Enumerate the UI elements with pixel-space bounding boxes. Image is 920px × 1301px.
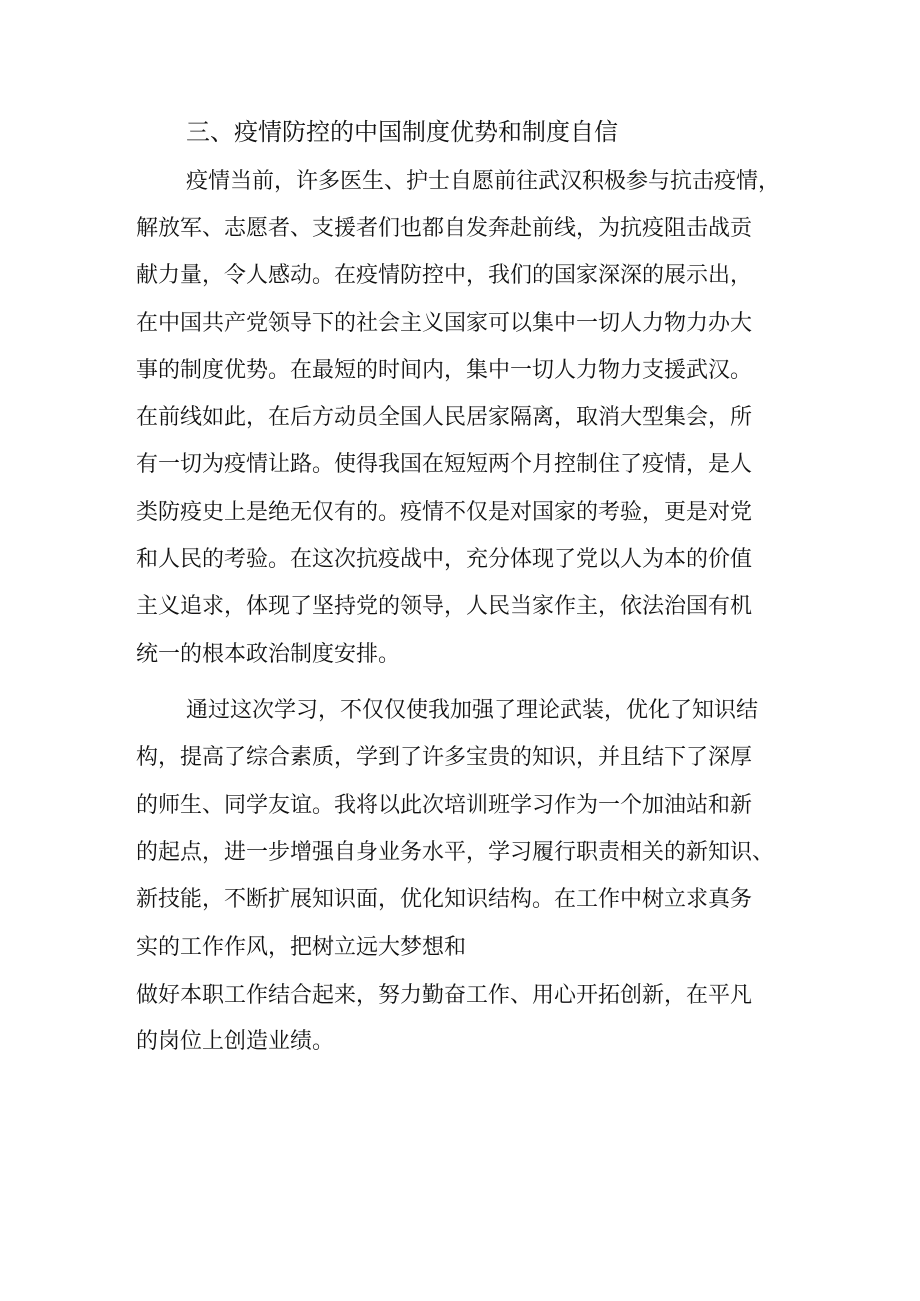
paragraph-2-line: 通过这次学习，不仅仅使我加强了理论武装，优化了知识结 xyxy=(186,698,759,723)
paragraph-2-line: 做好本职工作结合起来，努力勤奋工作、用心开拓创新，在平凡 xyxy=(136,983,753,1008)
paragraph-1-line: 事的制度优势。在最短的时间内，集中一切人力物力支援武汉。 xyxy=(136,358,753,383)
paragraph-2-line: 的师生、同学友谊。我将以此次培训班学习作为一个加油站和新 xyxy=(136,793,753,818)
paragraph-1-line: 疫情当前，许多医生、护士自愿前往武汉积极参与抗击疫情， xyxy=(186,169,781,194)
paragraph-1-line: 类防疫史上是绝无仅有的。疫情不仅是对国家的考验，更是对党 xyxy=(136,500,753,525)
section-heading: 三、疫情防控的中国制度优势和制度自信 xyxy=(186,118,618,146)
paragraph-2-line: 的起点，进一步增强自身业务水平，学习履行职责相关的新知识、 xyxy=(136,840,775,865)
paragraph-1-line: 主义追求，体现了坚持党的领导，人民当家作主，依法治国有机 xyxy=(136,594,753,619)
paragraph-1-line: 献力量，令人感动。在疫情防控中，我们的国家深深的展示出， xyxy=(136,263,753,288)
paragraph-2-line: 构，提高了综合素质，学到了许多宝贵的知识，并且结下了深厚 xyxy=(136,745,753,770)
paragraph-1-line: 解放军、志愿者、支援者们也都自发奔赴前线，为抗疫阻击战贡 xyxy=(136,216,753,241)
paragraph-2-line: 的岗位上创造业绩。 xyxy=(136,1029,335,1054)
paragraph-1-line: 统一的根本政治制度安排。 xyxy=(136,642,401,667)
paragraph-1-line: 在中国共产党领导下的社会主义国家可以集中一切人力物力办大 xyxy=(136,311,753,336)
paragraph-2-line: 新技能，不断扩展知识面，优化知识结构。在工作中树立求真务 xyxy=(136,887,753,912)
paragraph-1-line: 在前线如此，在后方动员全国人民居家隔离，取消大型集会，所 xyxy=(136,405,753,430)
paragraph-2-line: 实的工作作风，把树立远大梦想和 xyxy=(136,935,467,960)
paragraph-1-line: 和人民的考验。在这次抗疫战中，充分体现了党以人为本的价值 xyxy=(136,547,753,572)
paragraph-1-line: 有一切为疫情让路。使得我国在短短两个月控制住了疫情，是人 xyxy=(136,452,753,477)
